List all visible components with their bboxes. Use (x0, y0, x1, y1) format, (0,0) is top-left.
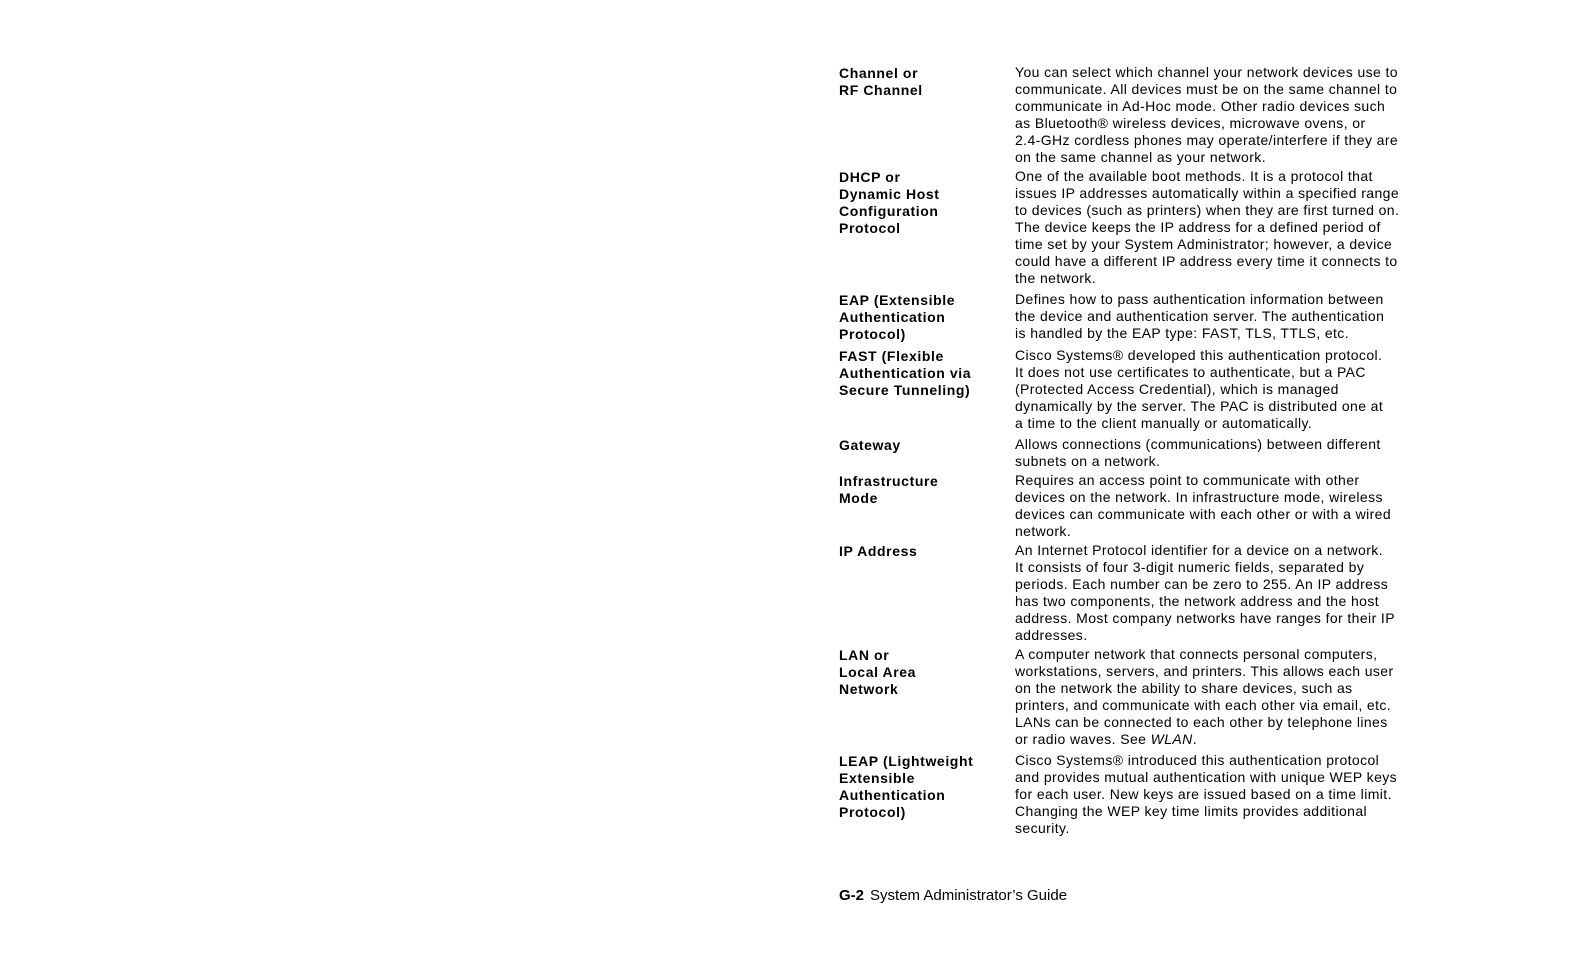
glossary-entry-leap (839, 752, 1464, 837)
glossary-term: LAN or Local Area Network (839, 647, 917, 697)
definition-line: the device and authentication server. The authentication (1015, 308, 1385, 324)
definition-line: on the network the ability to share devices, such as (1015, 680, 1353, 696)
glossary-term: LEAP (Lightweight Extensible Authentication Protocol) (839, 753, 974, 820)
glossary-term: Channel or RF Channel (839, 65, 923, 98)
definition-line: addresses. (1015, 627, 1088, 643)
definition-line: security. (1015, 820, 1070, 836)
definition-line: One of the available boot methods. It is a protocol that (1015, 168, 1373, 184)
definition-line: communicate. All devices must be on the same channel to (1015, 81, 1398, 97)
definition-line: Defines how to pass authentication information between (1015, 291, 1384, 307)
definition-line: network. (1015, 523, 1072, 539)
definition-line: A computer network that connects personal computers, (1015, 646, 1378, 662)
footer-title: System Administrator’s Guide (870, 887, 1068, 904)
glossary-entry-ip-address (839, 542, 1464, 644)
glossary-term: FAST (Flexible Authentication via Secure Tunneling) (839, 348, 972, 398)
glossary-entry-fast (839, 347, 1464, 432)
definition-line: Cisco Systems® introduced this authentication protocol (1015, 752, 1380, 768)
definition-line: address. Most company networks have ranges for their IP (1015, 610, 1395, 626)
glossary-definition (1015, 472, 1464, 540)
definition-line: (Protected Access Credential), which is managed (1015, 381, 1339, 397)
definition-line: workstations, servers, and printers. This allows each user (1015, 663, 1394, 679)
definition-line: An Internet Protocol identifier for a device on a network. (1015, 542, 1383, 558)
glossary-entry-channel (839, 64, 1464, 166)
definition-line: for each user. New keys are issued based on a time limit. (1015, 786, 1392, 802)
glossary-term: Infrastructure Mode (839, 473, 939, 506)
definition-line: as Bluetooth® wireless devices, microwave ovens, or (1015, 115, 1366, 131)
page-number: G-2 (839, 887, 865, 904)
glossary-definition (1015, 64, 1464, 166)
definition-text: . (1192, 731, 1197, 747)
definition-line: to devices (such as printers) when they are first turned on. (1015, 202, 1400, 218)
glossary-definition (1015, 542, 1464, 644)
glossary (839, 64, 1464, 837)
definition-line: has two components, the network address and the host (1015, 593, 1380, 609)
definition-line: 2.4-GHz cordless phones may operate/interfere if they are (1015, 132, 1399, 148)
glossary-term: DHCP or Dynamic Host Configuration Protocol (839, 169, 940, 236)
definition-line: devices can communicate with each other or with a wired (1015, 506, 1392, 522)
definition-line: on the same channel as your network. (1015, 149, 1266, 165)
definition-line: subnets on a network. (1015, 453, 1161, 469)
glossary-entry-dhcp (839, 168, 1464, 287)
glossary-definition (1015, 291, 1464, 342)
definition-line: You can select which channel your network devices use to (1015, 64, 1398, 80)
glossary-entry-gateway (839, 436, 1464, 470)
definition-line: devices on the network. In infrastructure mode, wireless (1015, 489, 1383, 505)
definition-line: The device keeps the IP address for a defined period of (1015, 219, 1381, 235)
definition-line: time set by your System Administrator; however, a device (1015, 236, 1393, 252)
definition-line: Changing the WEP key time limits provides additional (1015, 803, 1368, 819)
glossary-entry-infrastructure-mode (839, 472, 1464, 540)
definition-line (1015, 731, 1464, 748)
definition-text: or radio waves. See (1015, 731, 1151, 747)
definition-line: LANs can be connected to each other by telephone lines (1015, 714, 1388, 730)
glossary-term: Gateway (839, 437, 901, 453)
glossary-term: IP Address (839, 543, 918, 559)
glossary-definition (1015, 436, 1464, 470)
definition-line: could have a different IP address every time it connects to (1015, 253, 1398, 269)
definition-line: Requires an access point to communicate with other (1015, 472, 1360, 488)
page-footer (839, 886, 1067, 905)
glossary-definition (1015, 168, 1464, 287)
definition-line: It does not use certificates to authenticate, but a PAC (1015, 364, 1366, 380)
cross-reference-wlan: WLAN (1150, 731, 1193, 747)
definition-line: periods. Each number can be zero to 255. An IP address (1015, 576, 1389, 592)
definition-line: and provides mutual authentication with unique WEP keys (1015, 769, 1398, 785)
glossary-definition (1015, 752, 1464, 837)
definition-line: a time to the client manually or automatically. (1015, 415, 1313, 431)
glossary-term: EAP (Extensible Authentication Protocol) (839, 292, 956, 342)
glossary-definition (1015, 347, 1464, 432)
glossary-entry-eap (839, 291, 1464, 343)
definition-line: the network. (1015, 270, 1097, 286)
definition-line: printers, and communicate with each other via email, etc. (1015, 697, 1392, 713)
definition-line: is handled by the EAP type: FAST, TLS, TTLS, etc. (1015, 325, 1349, 341)
definition-line: Allows connections (communications) between different (1015, 436, 1381, 452)
definition-line: issues IP addresses automatically within a specified range (1015, 185, 1400, 201)
definition-line: It consists of four 3-digit numeric fields, separated by (1015, 559, 1365, 575)
glossary-definition (1015, 646, 1464, 748)
glossary-entry-lan (839, 646, 1464, 748)
definition-line: communicate in Ad-Hoc mode. Other radio devices such (1015, 98, 1386, 114)
definition-line: dynamically by the server. The PAC is distributed one at (1015, 398, 1384, 414)
definition-line: Cisco Systems® developed this authentication protocol. (1015, 347, 1383, 363)
